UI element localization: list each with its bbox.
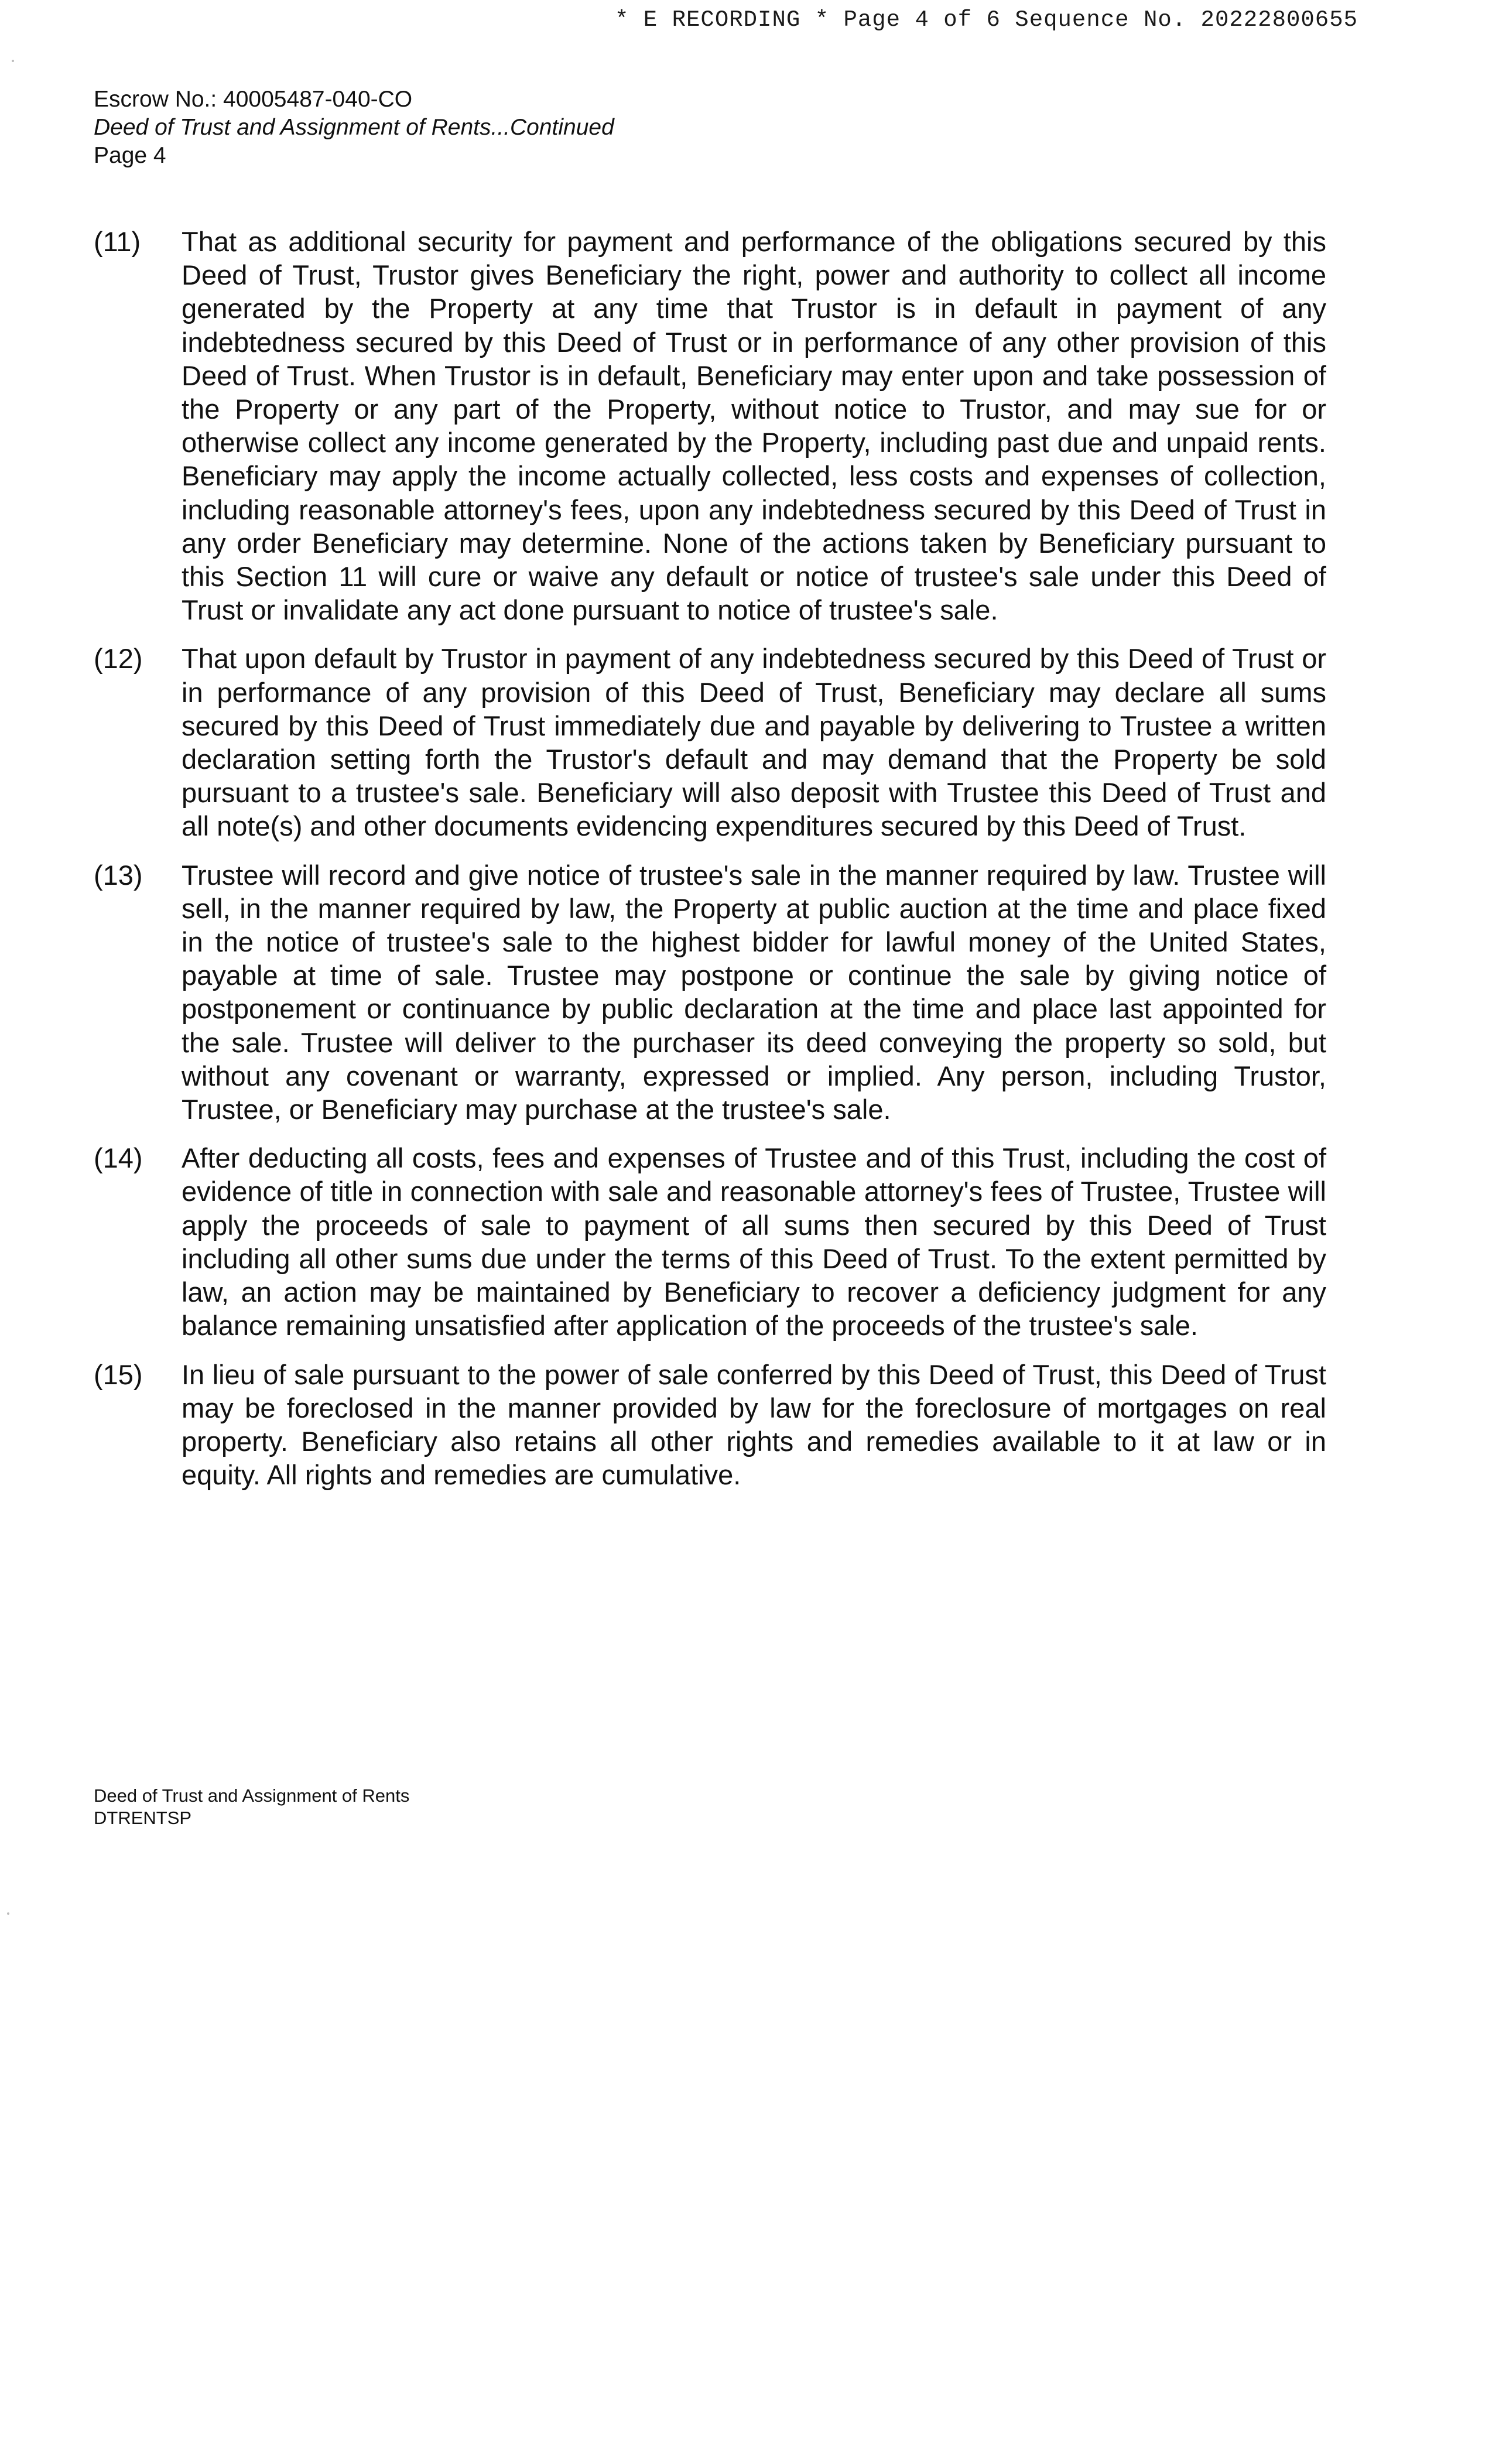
page-number: Page 4 bbox=[94, 143, 166, 168]
clause-15 bbox=[94, 1358, 1326, 1492]
clause-text: In lieu of sale pursuant to the power of sale conferred by this Deed of Trust, this Deed of Trust may be foreclosed in the manner provided by law for the foreclosure of mortgages on real property. Beneficiary also retains all other rights and remedies available to it at law or in equity. All rights and remedies are cumulative. bbox=[182, 1358, 1326, 1491]
form-name: Deed of Trust and Assignment of Rents bbox=[94, 1785, 410, 1806]
form-code: DTRENTSP bbox=[94, 1808, 192, 1828]
escrow-number: Escrow No.: 40005487-040-CO bbox=[94, 87, 413, 112]
clause-number: (14) bbox=[94, 1142, 143, 1174]
clause-14 bbox=[94, 1141, 1326, 1342]
document-footer bbox=[94, 1785, 409, 1829]
scan-speck bbox=[7, 1912, 9, 1915]
clause-13 bbox=[94, 858, 1326, 1127]
clause-text: Trustee will record and give notice of trustee's sale in the manner required by law. Trustee will sell, in the manner required by law, the Property at public auction at the time and place fixed in the notice of trustee's sale to the highest bidder for lawful money of the United States, payable at time of sale. Trustee may postpone or continue the sale by giving notice of postponement or continuance by public declaration at the time and place last appointed for the sale. Trustee will deliver to the purchaser its deed conveying the property so sold, but without any covenant or warranty, expressed or implied. Any person, including Trustor, Trustee, or Beneficiary may purchase at the trustee's sale. bbox=[182, 859, 1326, 1125]
recording-stamp: * E RECORDING * Page 4 of 6 Sequence No. 20222800655 bbox=[615, 7, 1358, 33]
clause-text: That upon default by Trustor in payment of any indebtedness secured by this Deed of Trust or in performance of any provision of this Deed of Trust, Beneficiary may declare all sums secured by this Deed of Trust immediately due and payable by delivering to Trustee a written declaration setting forth the Trustor's default and may demand that the Property be sold pursuant to a trustee's sale. Beneficiary will also deposit with Trustee this Deed of Trust and all note(s) and other documents evidencing expenditures secured by this Deed of Trust. bbox=[182, 643, 1326, 842]
document-header bbox=[94, 85, 614, 170]
scan-speck bbox=[12, 60, 14, 62]
clause-number: (12) bbox=[94, 643, 143, 675]
clause-number: (13) bbox=[94, 859, 143, 891]
clause-11 bbox=[94, 225, 1326, 627]
document-title: Deed of Trust and Assignment of Rents...Continued bbox=[94, 115, 614, 140]
clause-number: (11) bbox=[94, 226, 141, 257]
clause-text: After deducting all costs, fees and expenses of Trustee and of this Trust, including the cost of evidence of title in connection with sale and reasonable attorney's fees of Trustee, Trustee will apply the proceeds of sale to payment of all sums then secured by this Deed of Trust including all other sums due under the terms of this Deed of Trust. To the extent permitted by law, an action may be maintained by Beneficiary to recover a deficiency judgment for any balance remaining unsatisfied after application of the proceeds of the trustee's sale. bbox=[182, 1142, 1326, 1341]
clause-number: (15) bbox=[94, 1358, 143, 1390]
clause-list bbox=[94, 225, 1326, 1507]
clause-text: That as additional security for payment and performance of the obligations secured by this Deed of Trust, Trustor gives Beneficiary the right, power and authority to collect all income generated by the Property at any time that Trustor is in default in payment of any indebtedness secured by this Deed of Trust or in performance of any other provision of this Deed of Trust. When Trustor is in default, Beneficiary may enter upon and take possession of the Property or any part of the Property, without notice to Trustor, and may sue for or otherwise collect any income generated by the Property, including past due and unpaid rents. Beneficiary may apply the income actually collected, less costs and expenses of collection, including reasonable attorney's fees, upon any indebtedness secured by this Deed of Trust in any order Beneficiary may determine. None of the actions taken by Beneficiary pursuant to this Section 11 will cure or waive any default or notice of trustee's sale under this Deed of Trust or invalidate any act done pursuant to notice of trustee's sale. bbox=[182, 226, 1326, 626]
clause-12 bbox=[94, 642, 1326, 843]
